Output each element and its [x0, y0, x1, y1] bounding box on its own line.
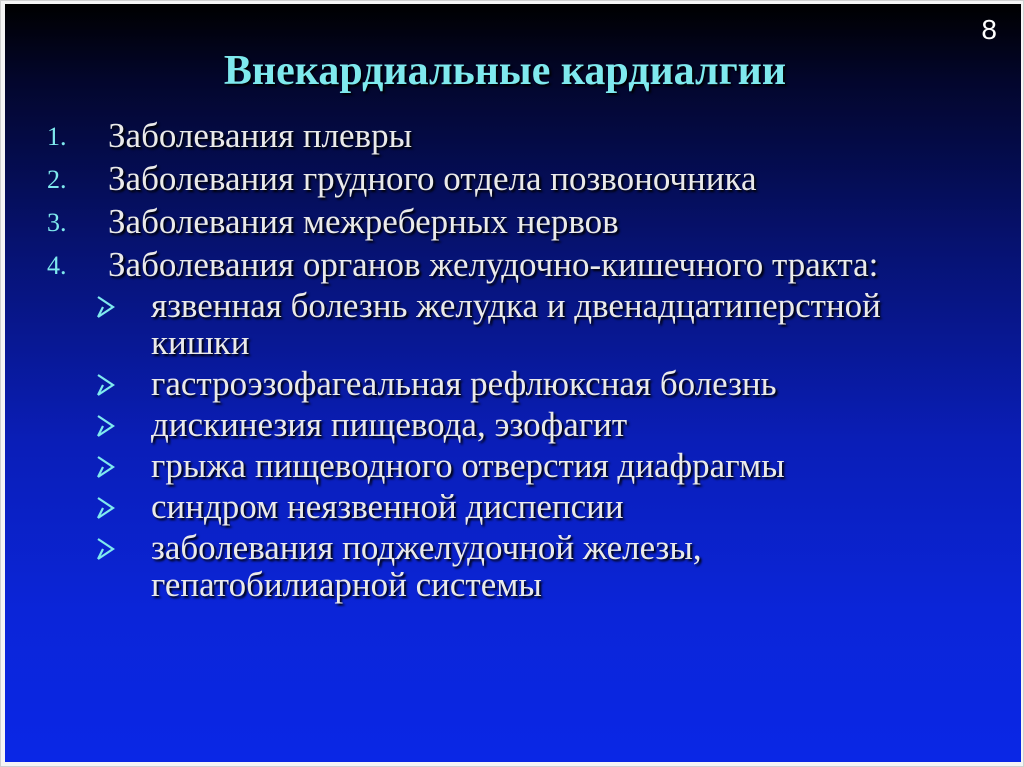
numbered-item — [5, 202, 1021, 245]
bullet-item — [5, 447, 1021, 484]
slide-title: Внекардиальные кардиалгии — [223, 48, 787, 94]
numbered-item — [5, 116, 1021, 159]
page-number: 8 — [981, 14, 997, 45]
numbered-item-text: Заболевания грудного отдела позвоночника — [108, 159, 757, 198]
numbered-item-text: Заболевания плевры — [108, 116, 413, 155]
numbered-item-text: Заболевания органов желудочно-кишечного тракта: — [108, 245, 879, 284]
numbered-item-text: Заболевания межреберных нервов — [108, 202, 619, 241]
bullet-item-text: гастроэзофагеальная рефлюксная болезнь — [151, 364, 777, 403]
bullet-item-text: заболевания поджелудочной железы, гепатобилиарной системы — [151, 528, 702, 604]
arrow-bullet-icon — [93, 535, 119, 563]
bullet-item — [5, 529, 1021, 603]
arrow-bullet-icon — [93, 371, 119, 399]
number-marker: 4. — [47, 251, 67, 280]
bullet-item-text: грыжа пищеводного отверстия диафрагмы — [151, 446, 785, 485]
bullet-item — [5, 406, 1021, 443]
arrow-bullet-icon — [93, 494, 119, 522]
arrow-bullet-icon — [93, 293, 119, 321]
numbered-item — [5, 159, 1021, 202]
numbered-item — [5, 245, 1021, 288]
number-marker: 3. — [47, 208, 67, 237]
bullet-item — [5, 488, 1021, 525]
bullet-list — [5, 287, 1021, 607]
bullet-item-text: дискинезия пищевода, эзофагит — [151, 405, 628, 444]
bullet-item-text: синдром неязвенной диспепсии — [151, 487, 624, 526]
bullet-item-text: язвенная болезнь желудка и двенадцатиперстной кишки — [151, 286, 881, 362]
number-marker: 1. — [47, 122, 67, 151]
number-marker: 2. — [47, 165, 67, 194]
arrow-bullet-icon — [93, 453, 119, 481]
arrow-bullet-icon — [93, 412, 119, 440]
slide — [5, 4, 1021, 762]
numbered-list — [5, 116, 1021, 288]
bullet-item — [5, 365, 1021, 402]
bullet-item — [5, 287, 1021, 361]
